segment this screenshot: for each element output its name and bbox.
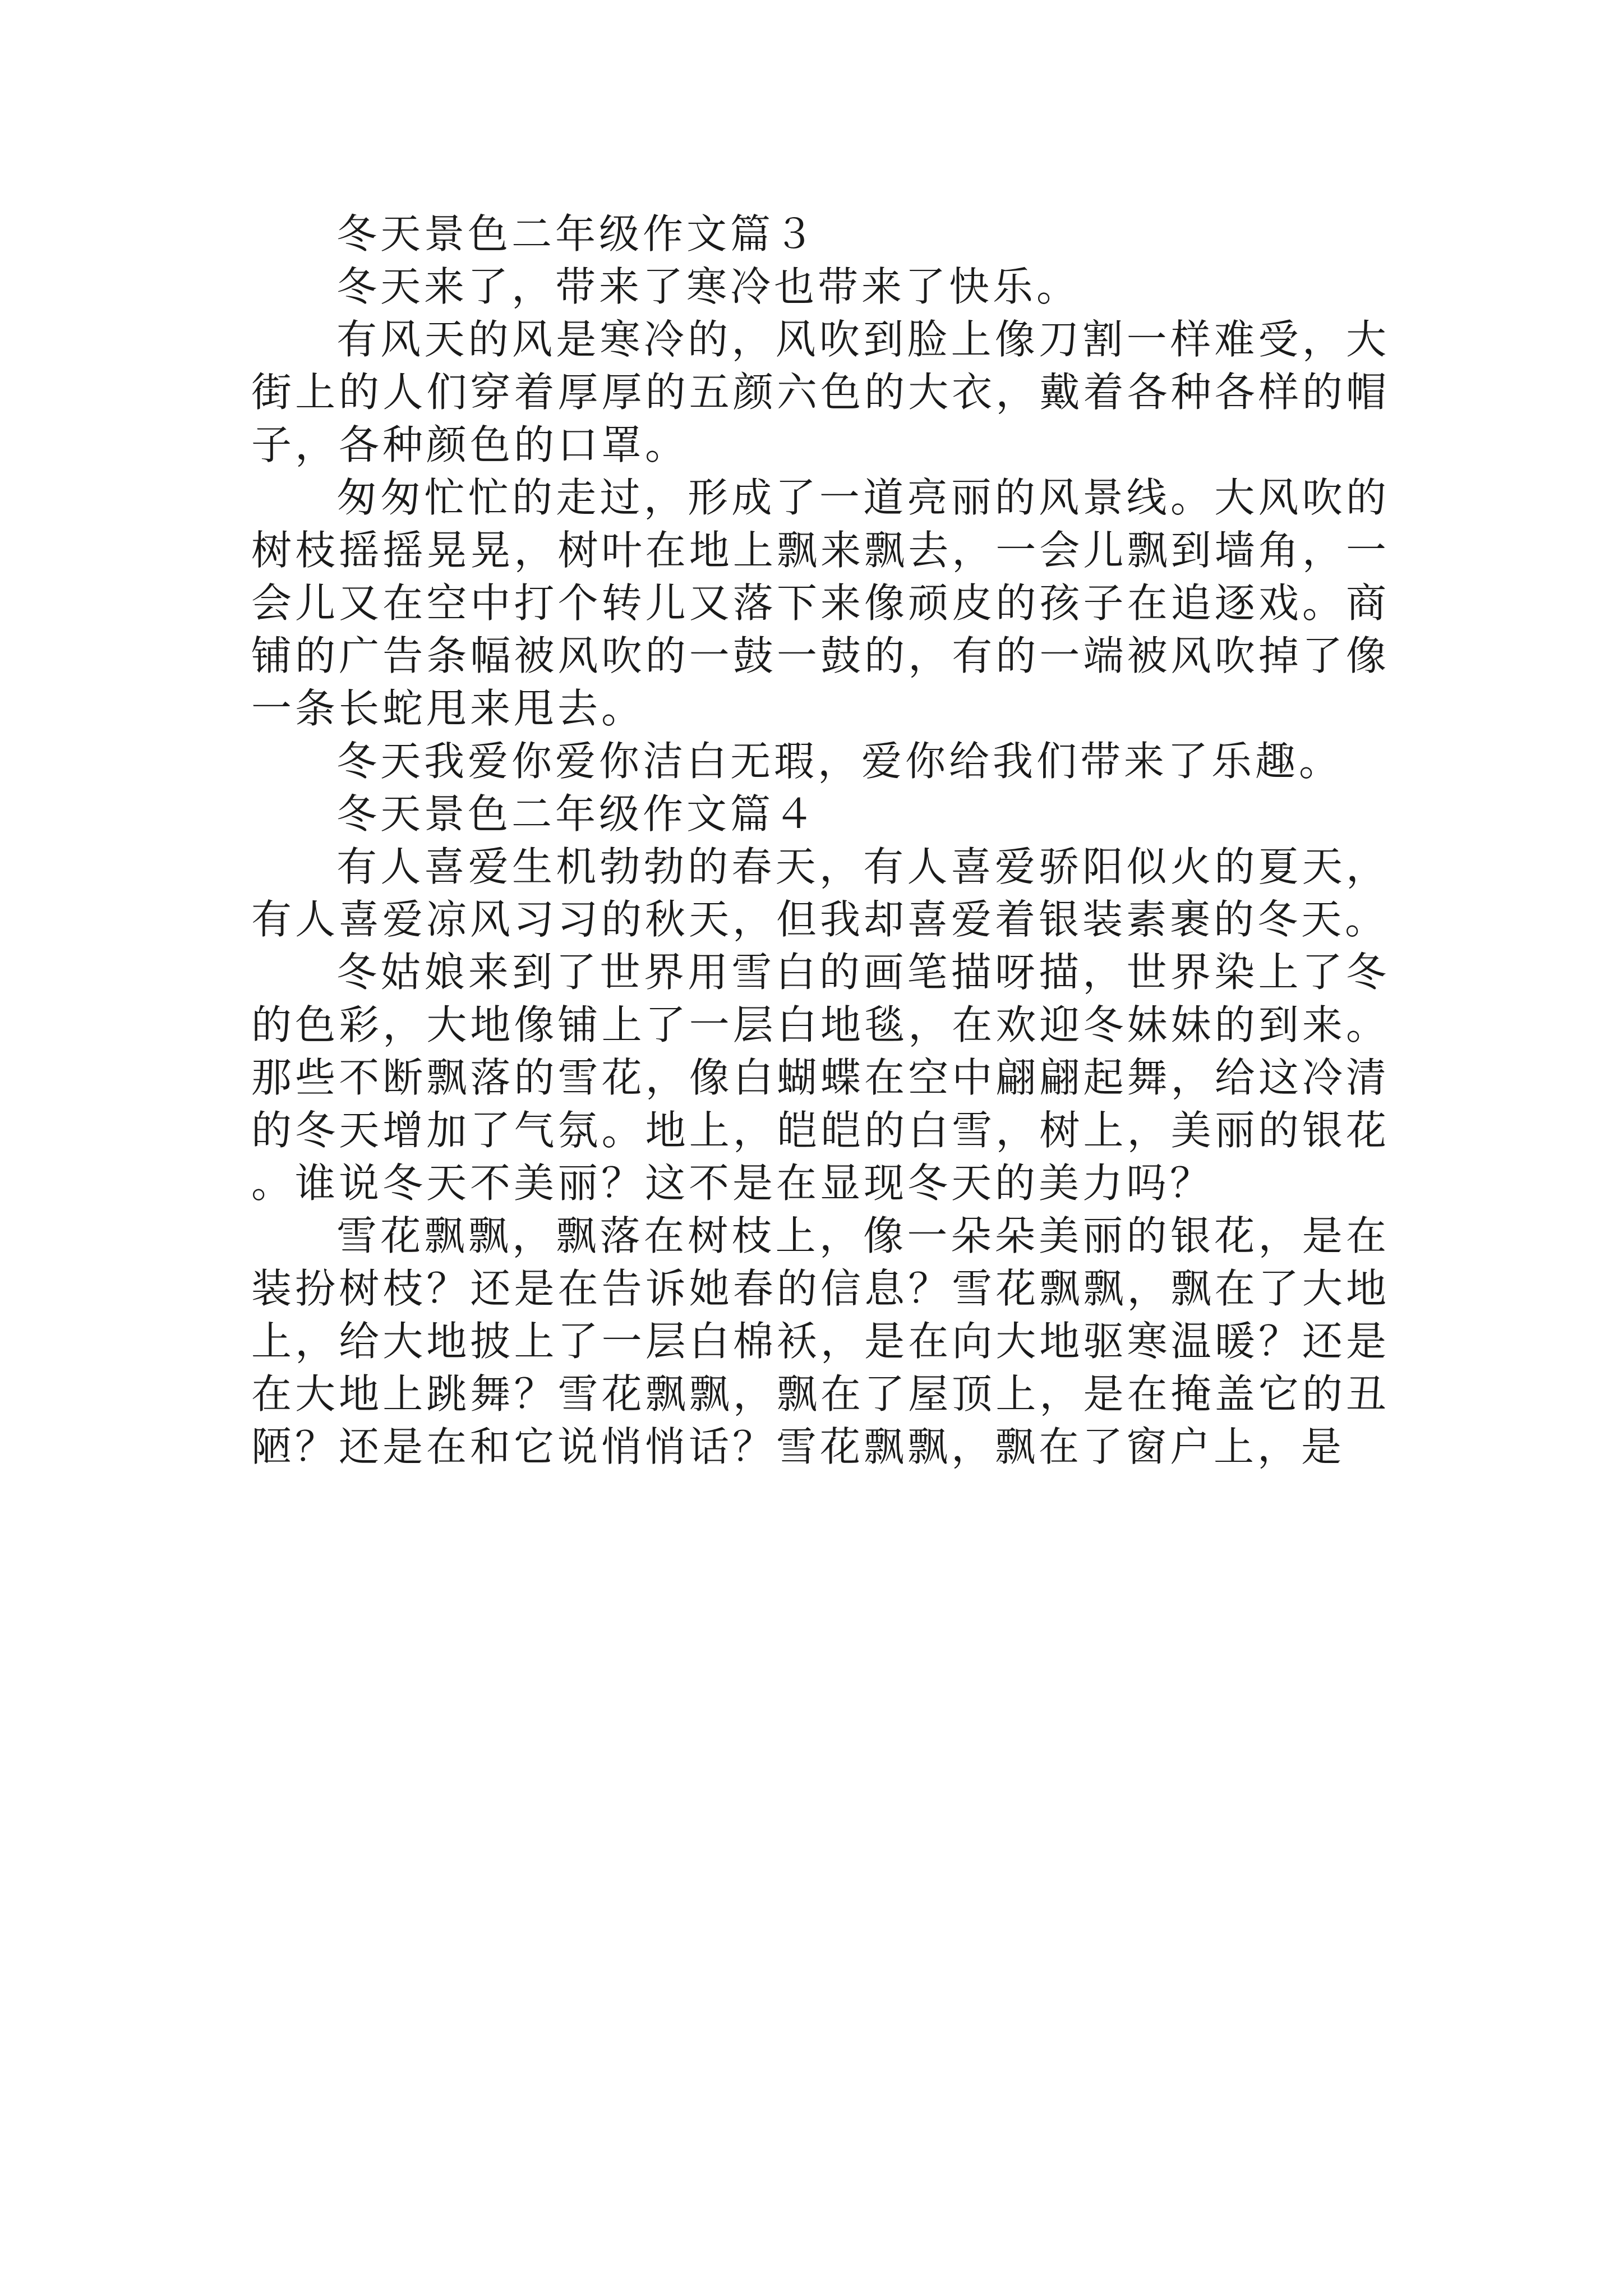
section-heading-4: 冬天景色二年级作文篇４ <box>336 790 818 838</box>
paragraph: 有风天的风是寒冷的，风吹到脸上像刀割一样难受，大街上的人们穿着厚厚的五颜六色的大衣，戴着各种各样的帽子，各种颜色的口罩。 <box>251 316 1390 468</box>
paragraph: 雪花飘飘，飘落在树枝上，像一朵朵美丽的银花，是在装扮树枝？还是在告诉她春的信息？雪花飘飘，飘在了大地上，给大地披上了一层白棉袄，是在向大地驱寒温暖？还是在大地上跳舞？雪花飘飘，飘在了屋顶上，是在掩盖它的丑陋？还是在和它说悄悄话？雪花飘飘，飘在了窗户上，是 <box>251 1212 1390 1470</box>
paragraph: 冬姑娘来到了世界用雪白的画笔描呀描，世界染上了冬的色彩，大地像铺上了一层白地毯，在欢迎冬妹妹的到来。那些不断飘落的雪花，像白蝴蝶在空中翩翩起舞，给这冷清的冬天增加了气氛。地上，皑皑的白雪，树上，美丽的银花。谁说冬天不美丽？这不是在显现冬天的美力吗？ <box>251 949 1390 1207</box>
paragraph: 匆匆忙忙的走过，形成了一道亮丽的风景线。大风吹的树枝摇摇晃晃，树叶在地上飘来飘去，一会儿飘到墙角，一会儿又在空中打个转儿又落下来像顽皮的孩子在追逐戏。商铺的广告条幅被风吹的一鼓一鼓的，有的一端被风吹掉了像一条长蛇甩来甩去。 <box>251 474 1390 732</box>
paragraph: 冬天我爱你爱你洁白无瑕，爱你给我们带来了乐趣。 <box>336 738 1343 785</box>
document-body <box>251 208 1390 1473</box>
paragraph: 有人喜爱生机勃勃的春天，有人喜爱骄阳似火的夏天，有人喜爱凉风习习的秋天，但我却喜爱着银装素裹的冬天。 <box>251 843 1390 943</box>
section-heading-3: 冬天景色二年级作文篇３ <box>336 210 818 257</box>
paragraph: 冬天来了，带来了寒冷也带来了快乐。 <box>336 263 1081 310</box>
